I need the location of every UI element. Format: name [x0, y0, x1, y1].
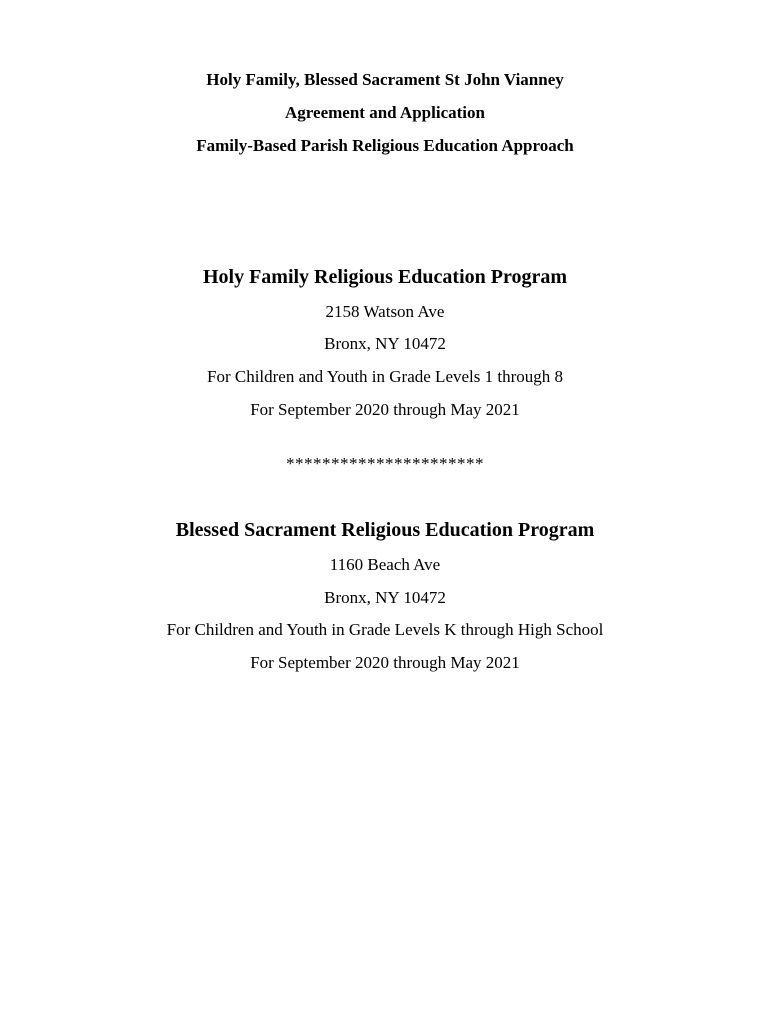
program-title-holy-family: Holy Family Religious Education Program	[202, 266, 568, 288]
program-city-holy-family: Bronx, NY 10472	[324, 334, 446, 353]
program-dates-holy-family: For September 2020 through May 2021	[250, 400, 520, 419]
program-grades-holy-family: For Children and Youth in Grade Levels 1 through 8	[206, 367, 564, 386]
header-approach: Family-Based Parish Religious Education Approach	[196, 136, 574, 155]
separator-asterisks: **********************	[286, 454, 484, 473]
header-agreement: Agreement and Application	[285, 103, 485, 122]
header-parishes: Holy Family, Blessed Sacrament St John Vianney	[206, 70, 564, 89]
program-address-holy-family: 2158 Watson Ave	[325, 302, 445, 321]
program-address-blessed-sacrament: 1160 Beach Ave	[329, 555, 441, 574]
program-dates-blessed-sacrament: For September 2020 through May 2021	[250, 653, 520, 672]
program-title-blessed-sacrament: Blessed Sacrament Religious Education Program	[175, 519, 595, 541]
program-city-blessed-sacrament: Bronx, NY 10472	[324, 588, 446, 607]
program-grades-blessed-sacrament: For Children and Youth in Grade Levels K through High School	[166, 620, 604, 639]
